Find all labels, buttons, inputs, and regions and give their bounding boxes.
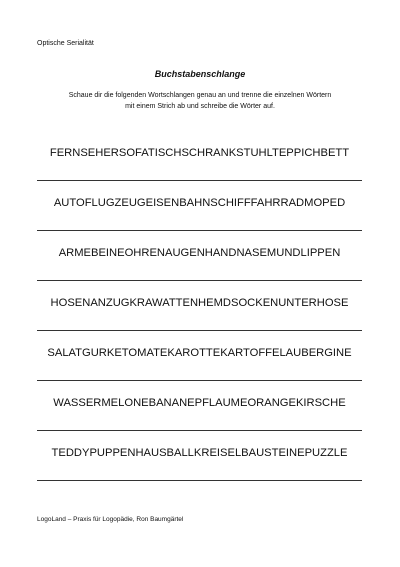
word-snake-text: WASSERMELONEBANANEPFLAUMEORANGEKIRSCHE <box>53 397 346 409</box>
word-snake-text: TEDDYPUPPENHAUSBALLKREISELBAUSTEINEPUZZLE <box>51 447 348 459</box>
word-snake-row <box>37 431 362 481</box>
instruction-line-1: Schaue dir die folgenden Wortschlangen genau an und trenne die einzelnen Wörtern <box>68 92 332 99</box>
instruction-text <box>0 91 400 112</box>
word-snake-row <box>37 381 362 431</box>
word-snake-row <box>37 181 362 231</box>
word-snake-row <box>37 231 362 281</box>
word-snake-text: AUTOFLUGZEUGEISENBAHNSCHIFFFAHRRADMOPED <box>53 197 346 209</box>
word-snake-row <box>37 131 362 181</box>
word-snake-list <box>37 131 362 481</box>
word-snake-text: SALATGURKETOMATEKAROTTEKARTOFFELAUBERGINE <box>47 347 352 359</box>
footer-credit: LogoLand – Praxis für Logopädie, Ron Baumgärtel <box>37 516 184 523</box>
word-snake-text: FERNSEHERSOFATISCHSCHRANKSTUHLTEPPICHBETT <box>49 147 350 159</box>
word-snake-text: HOSENANZUGKRAWATTENHEMDSOCKENUNTERHOSE <box>50 297 349 309</box>
header-label: Optische Serialität <box>37 40 94 47</box>
word-snake-row <box>37 281 362 331</box>
worksheet-title: Buchstabenschlange <box>154 69 246 79</box>
answer-line <box>37 480 362 481</box>
word-snake-row <box>37 331 362 381</box>
instruction-line-2: mit einem Strich ab und schreibe die Wörter auf. <box>125 102 275 110</box>
word-snake-text: ARMEBEINEOHRENAUGENHANDNASEMUNDLIPPEN <box>58 247 341 259</box>
